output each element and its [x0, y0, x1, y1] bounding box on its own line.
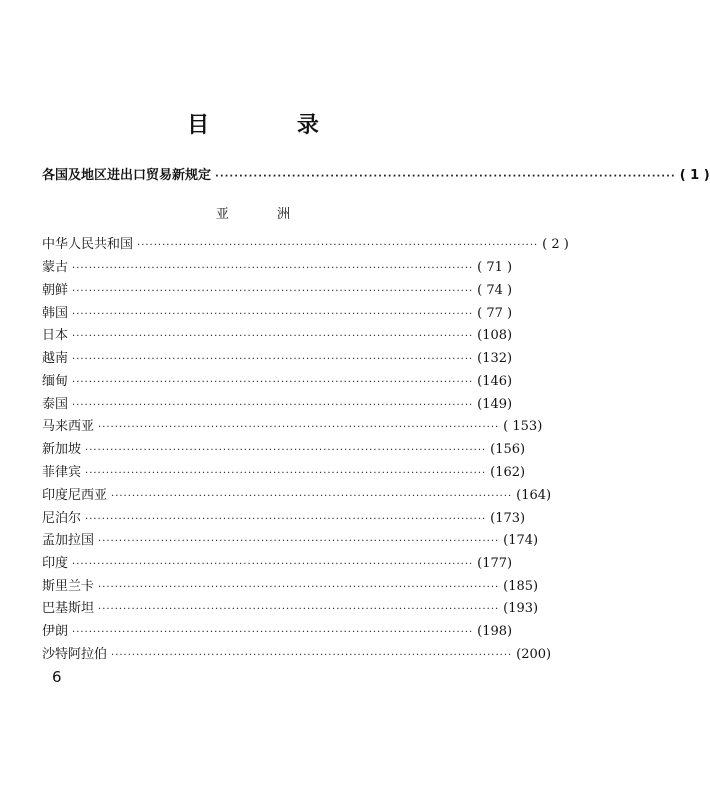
toc-entry-label: 朝鲜 [42, 283, 69, 298]
toc-entry-page: (146) [477, 374, 513, 389]
toc-entry [42, 279, 513, 299]
toc-entry-page: (162) [490, 465, 526, 480]
toc-entry-page: (164) [516, 488, 552, 503]
toc-entry [42, 461, 526, 481]
toc-entry-page: (193) [503, 601, 539, 616]
toc-entry-label: 蒙古 [42, 260, 69, 275]
toc-entry-label: 中华人民共和国 [42, 237, 134, 252]
page-number: 6 [52, 668, 62, 686]
leader-dots: ································································································ [72, 309, 474, 320]
leader-dots: ································································································ [72, 331, 474, 342]
toc-entry-page: ( 153) [503, 419, 543, 434]
toc-entry-label: 泰国 [42, 397, 69, 412]
toc-entry-label: 斯里兰卡 [42, 579, 95, 594]
toc-entry-label: 尼泊尔 [42, 511, 82, 526]
leader-dots: ································································································ [85, 468, 487, 479]
toc-entry-page: ( 77 ) [477, 306, 513, 321]
toc-entry [42, 620, 513, 640]
toc-entry [42, 233, 569, 253]
toc-entry [42, 393, 513, 413]
leader-dots: ································································································ [72, 286, 474, 297]
leader-dots: ································································································ [85, 514, 487, 525]
toc-entry-label: 沙特阿拉伯 [42, 647, 108, 662]
toc-entry [42, 643, 552, 663]
toc-entry [42, 552, 513, 572]
toc-entry-label: 菲律宾 [42, 465, 82, 480]
toc-entry [42, 256, 513, 276]
toc-entry-label: 马来西亚 [42, 419, 95, 434]
toc-entry-page: (156) [490, 442, 526, 457]
toc-entry [42, 529, 539, 549]
toc-entry-page: ( 2 ) [542, 237, 569, 252]
leader-dots: ································································································ [72, 627, 474, 638]
leader-dots: ································································································ [215, 171, 676, 182]
toc-entry-page: (174) [503, 533, 539, 548]
toc-entry-label: 印度尼西亚 [42, 488, 108, 503]
leader-dots: ································································································ [98, 582, 500, 593]
leader-dots: ································································································ [111, 491, 513, 502]
toc-entry-page: (108) [477, 328, 513, 343]
toc-entry-label: 新加坡 [42, 442, 82, 457]
toc-entry-page: ( 71 ) [477, 260, 513, 275]
toc-entry-label: 各国及地区进出口贸易新规定 [42, 168, 212, 183]
toc-entry-page: (132) [477, 351, 513, 366]
toc-entry [42, 484, 552, 504]
page-title: 目 录 [187, 113, 359, 138]
toc-entry-page: ( 74 ) [477, 283, 513, 298]
toc-entry-label: 伊朗 [42, 624, 69, 639]
leader-dots: ································································································ [137, 240, 539, 251]
toc-entry [42, 438, 526, 458]
section-heading: 亚 洲 [215, 207, 313, 222]
leader-dots: ································································································ [72, 354, 474, 365]
toc-entry [42, 302, 513, 322]
leader-dots: ································································································ [72, 263, 474, 274]
toc-entry [42, 415, 543, 435]
toc-entry-label: 巴基斯坦 [42, 601, 95, 616]
toc-entry-label: 缅甸 [42, 374, 69, 389]
toc-entry [42, 370, 513, 390]
toc-entry [42, 507, 526, 527]
leader-dots: ································································································ [72, 400, 474, 411]
toc-entry-page: (185) [503, 579, 539, 594]
leader-dots: ································································································ [72, 559, 474, 570]
leader-dots: ································································································ [98, 604, 500, 615]
leader-dots: ································································································ [85, 445, 487, 456]
leader-dots: ································································································ [72, 377, 474, 388]
toc-entry-page: (149) [477, 397, 513, 412]
leader-dots: ································································································ [98, 422, 500, 433]
toc-entry [42, 575, 539, 595]
toc-entry [42, 597, 539, 617]
toc-entry-page: (198) [477, 624, 513, 639]
toc-entry-page: ( 1 ) [679, 168, 710, 183]
toc-entry [42, 347, 513, 367]
toc-entry-label: 日本 [42, 328, 69, 343]
toc-main-entry [42, 164, 710, 184]
toc-entry-page: (177) [477, 556, 513, 571]
toc-entry-label: 孟加拉国 [42, 533, 95, 548]
leader-dots: ································································································ [98, 536, 500, 547]
leader-dots: ································································································ [111, 650, 513, 661]
toc-entry [42, 324, 513, 344]
toc-entry-page: (200) [516, 647, 552, 662]
toc-entry-page: (173) [490, 511, 526, 526]
toc-entry-label: 印度 [42, 556, 69, 571]
toc-entry-label: 韩国 [42, 306, 69, 321]
toc-entry-label: 越南 [42, 351, 69, 366]
